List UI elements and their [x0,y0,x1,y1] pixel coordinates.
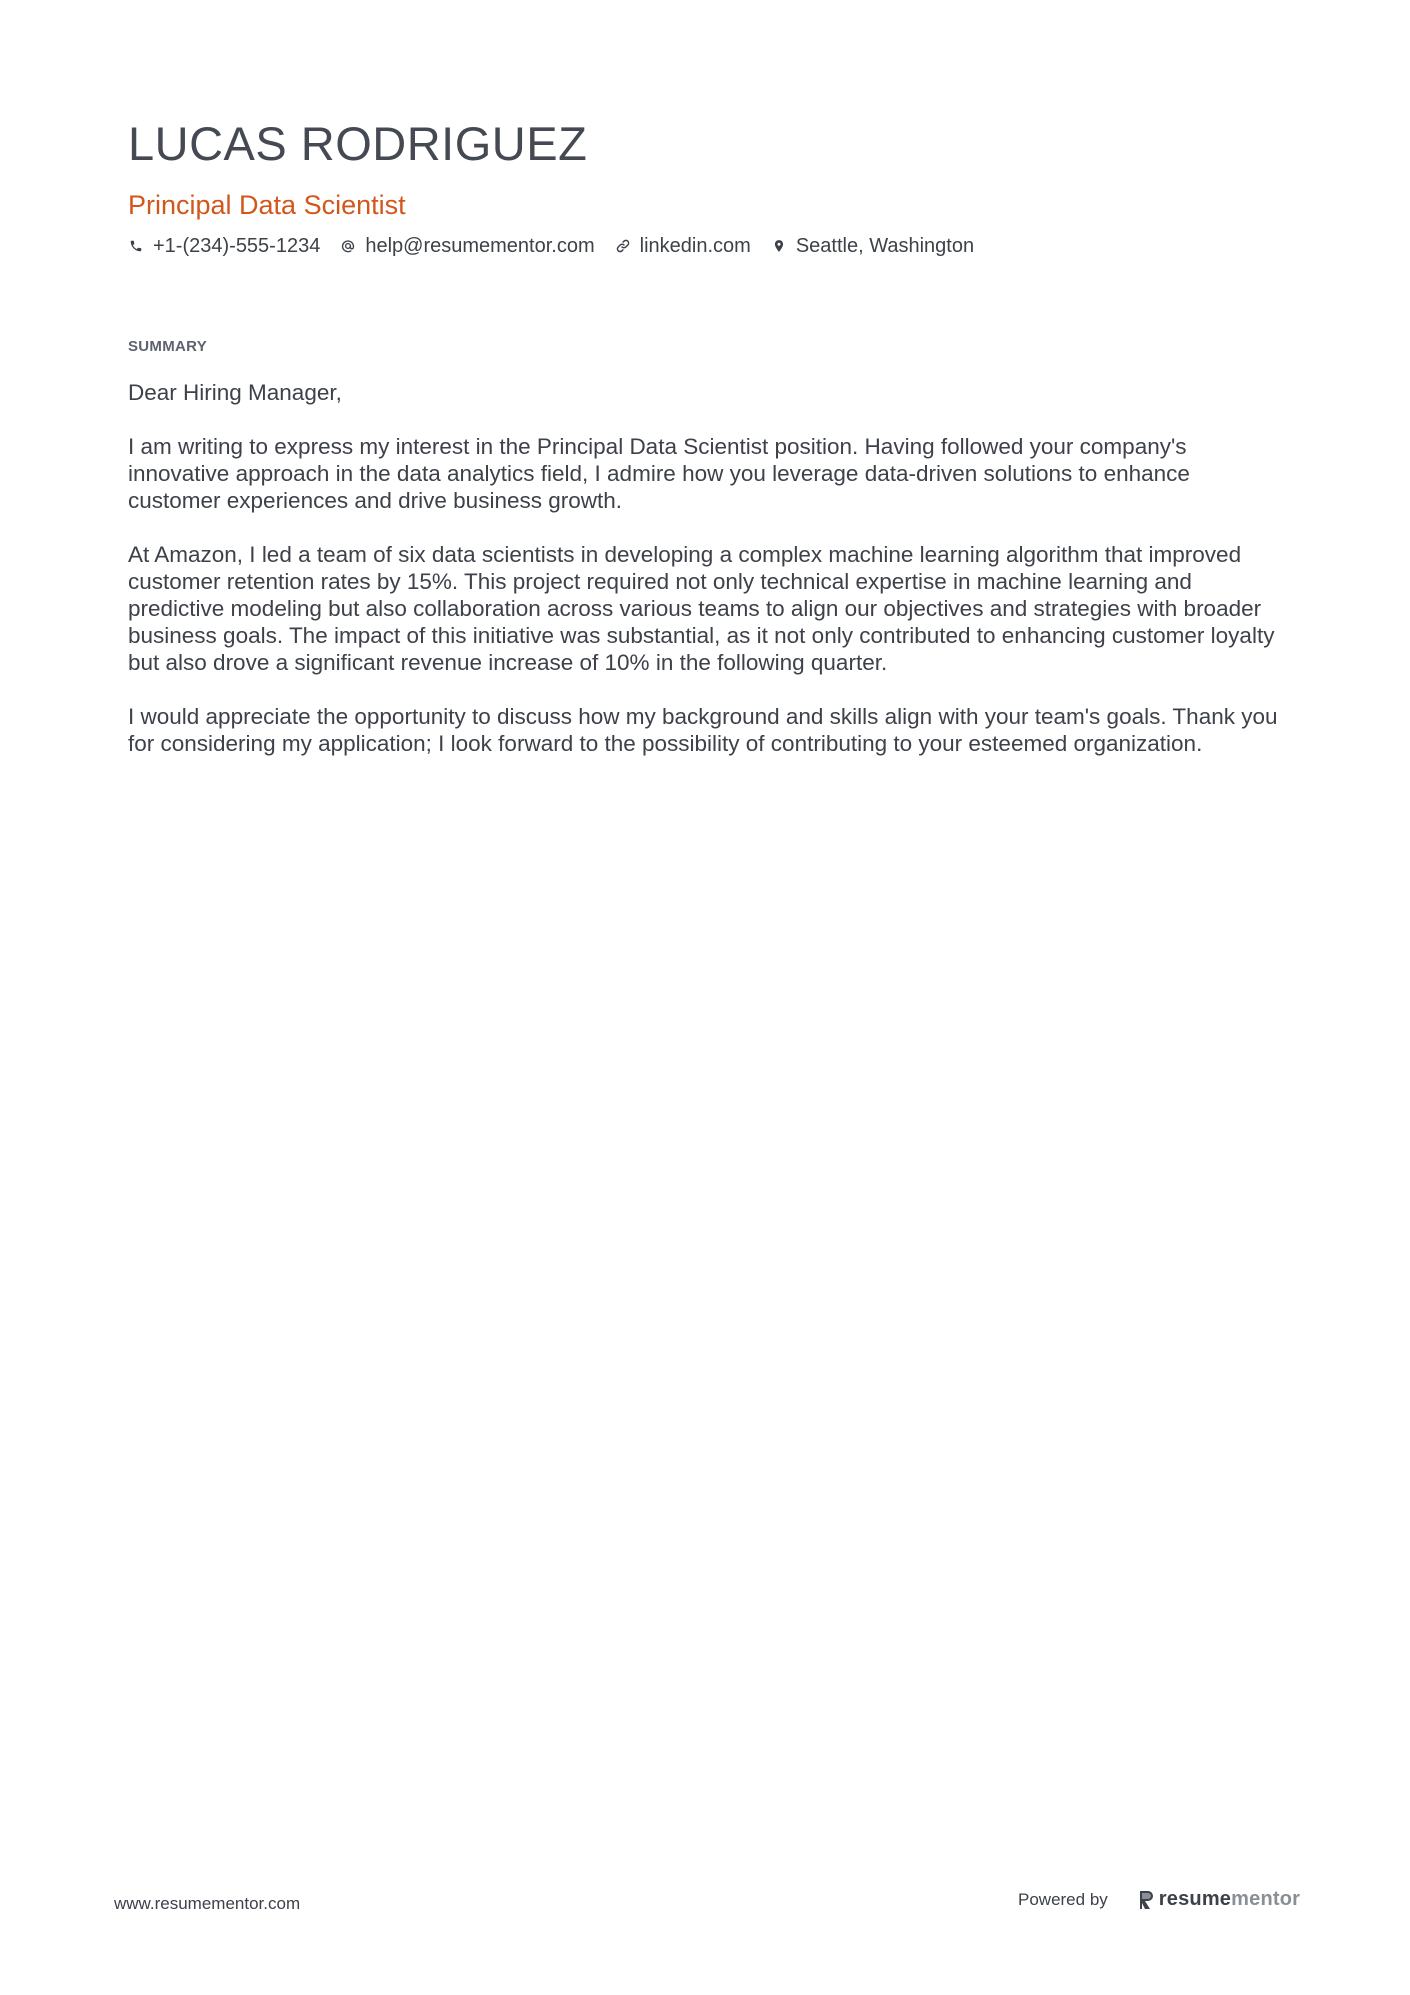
contact-linkedin[interactable] [615,232,751,260]
letter-salutation: Dear Hiring Manager, [128,380,342,405]
candidate-name: LUCAS RODRIGUEZ [128,117,588,170]
location-pin-icon [771,238,787,254]
at-icon [340,238,356,254]
footer-powered-by [1018,1888,1300,1911]
letter-paragraph: I would appreciate the opportunity to discuss how my background and skills align with your team's goals. Thank you for considering my application; I look forward to the possibility of contributing to your esteemed organization. [128,704,1278,756]
summary-section [128,337,1288,784]
link-icon [615,238,631,254]
job-title: Principal Data Scientist [128,190,406,220]
resumementor-logo-icon [1138,1890,1154,1910]
contact-location [771,232,974,260]
resumementor-logo[interactable] [1138,1888,1300,1911]
phone-text: +1-(234)-555-1234 [153,235,321,257]
brand-text-mentor: mentor [1231,1888,1301,1910]
powered-by-label: Powered by [1018,1889,1108,1909]
header [128,112,1288,260]
section-heading-summary: SUMMARY [128,338,208,355]
letter-paragraph: I am writing to express my interest in the Principal Data Scientist position. Having followed your company's innovative approach in the data analytics field, I admire how you leverage data-driven solutions to enhance customer experiences and drive business growth. [128,434,1190,513]
email-text[interactable]: help@resumementor.com [365,235,595,257]
phone-icon [128,238,144,254]
linkedin-text[interactable]: linkedin.com [639,235,751,257]
contact-row [128,232,1288,260]
letter-body [128,379,1288,757]
letter-paragraph: At Amazon, I led a team of six data scientists in developing a complex machine learning algorithm that improved customer retention rates by 15%. This project required not only technical expertise in machine learning and predictive modeling but also collaboration across various teams to align our objectives and strategies with broader business goals. The impact of this initiative was substantial, as it not only contributed to enhancing customer loyalty but also drove a significant revenue increase of 10% in the following quarter. [128,542,1275,675]
brand-text-resume: resume [1158,1888,1232,1910]
contact-email[interactable] [340,232,594,260]
footer-website[interactable]: www.resumementor.com [114,1894,301,1913]
location-text: Seattle, Washington [795,235,975,257]
contact-phone [128,232,320,260]
